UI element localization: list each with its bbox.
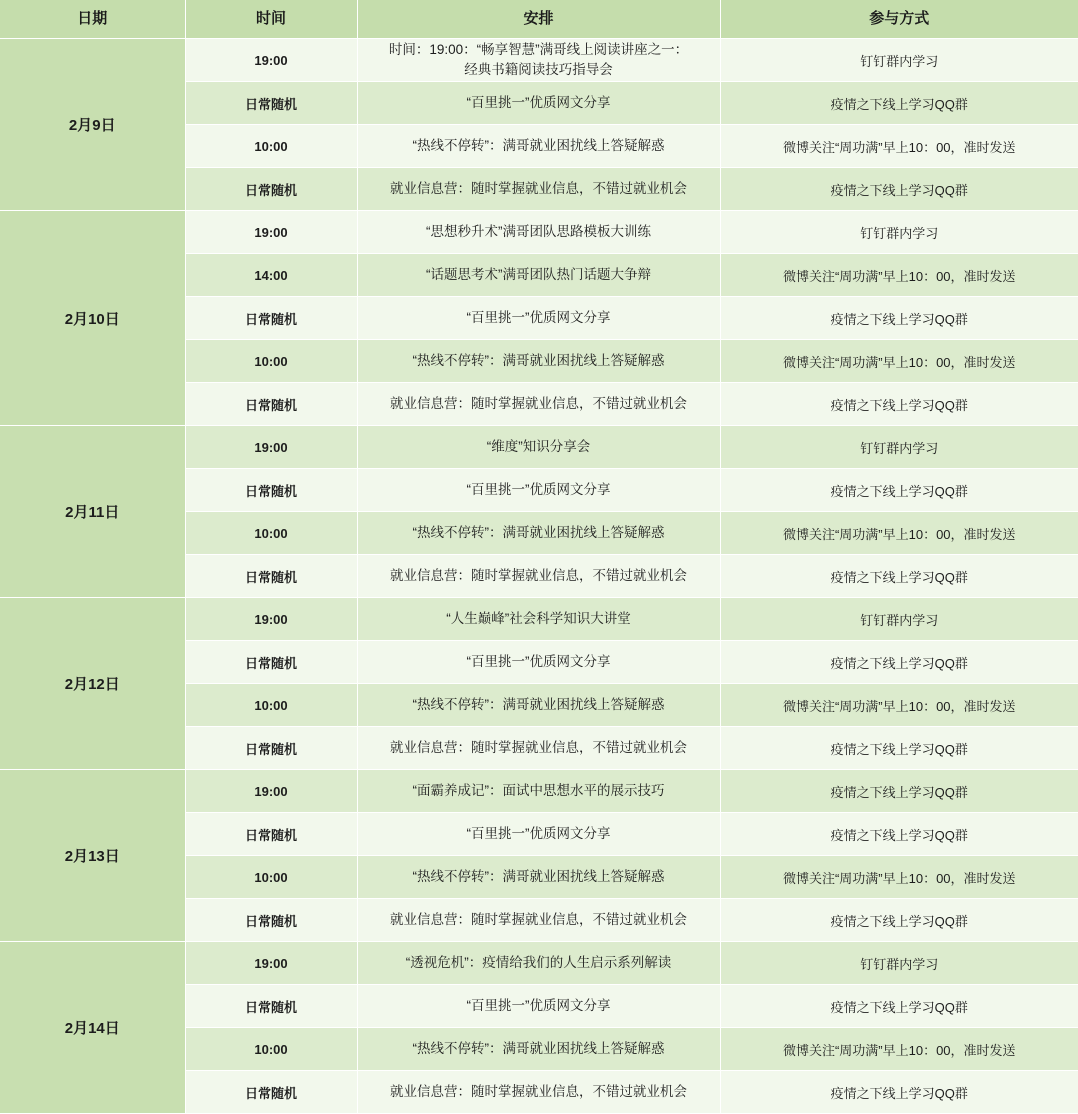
plan-cell [357,254,720,297]
plan-cell [357,426,720,469]
plan-line: 就业信息营：随时掌握就业信息，不错过就业机会 [390,396,687,412]
plan-line: 就业信息营：随时掌握就业信息，不错过就业机会 [390,181,687,197]
time-cell: 日常随机 [185,168,357,211]
time-cell: 日常随机 [185,297,357,340]
time-cell: 19:00 [185,211,357,254]
plan-cell [357,125,720,168]
time-cell: 10:00 [185,1028,357,1071]
plan-cell [357,942,720,985]
date-cell: 2月9日 [0,39,185,211]
join-method-cell: 钉钉群内学习 [720,598,1078,641]
join-method-cell: 疫情之下线上学习QQ群 [720,813,1078,856]
plan-line: 就业信息营：随时掌握就业信息，不错过就业机会 [390,912,687,928]
plan-line: “思想秒升术”满哥团队思路模板大训练 [426,224,651,240]
plan-cell [357,684,720,727]
time-cell: 日常随机 [185,985,357,1028]
date-cell: 2月14日 [0,942,185,1114]
plan-line: “百里挑一”优质网文分享 [466,998,611,1014]
plan-line: 时间：19:00：“畅享智慧”满哥线上阅读讲座之一： [388,42,689,58]
time-cell: 10:00 [185,125,357,168]
plan-line: 就业信息营：随时掌握就业信息，不错过就业机会 [390,1084,687,1100]
table-row [0,211,1078,254]
join-method-cell: 疫情之下线上学习QQ群 [720,727,1078,770]
time-cell: 19:00 [185,942,357,985]
table-row [0,770,1078,813]
plan-cell [357,641,720,684]
plan-cell [357,82,720,125]
table-row [0,942,1078,985]
time-cell: 日常随机 [185,82,357,125]
plan-cell [357,899,720,942]
plan-line: “热线不停转”：满哥就业困扰线上答疑解惑 [412,697,665,713]
plan-cell [357,1071,720,1114]
plan-cell [357,340,720,383]
plan-line: “百里挑一”优质网文分享 [466,826,611,842]
time-cell: 日常随机 [185,383,357,426]
join-method-cell: 微博关注“周功满”早上10：00，准时发送 [720,125,1078,168]
header-row [0,0,1078,39]
time-cell: 10:00 [185,512,357,555]
join-method-cell: 微博关注“周功满”早上10：00，准时发送 [720,856,1078,899]
table-row [0,39,1078,82]
time-cell: 日常随机 [185,899,357,942]
time-cell: 日常随机 [185,469,357,512]
time-cell: 10:00 [185,340,357,383]
plan-line: “热线不停转”：满哥就业困扰线上答疑解惑 [412,138,665,154]
join-method-cell: 微博关注“周功满”早上10：00，准时发送 [720,340,1078,383]
plan-cell [357,727,720,770]
plan-line: “热线不停转”：满哥就业困扰线上答疑解惑 [412,353,665,369]
plan-line: 就业信息营：随时掌握就业信息，不错过就业机会 [390,740,687,756]
time-cell: 19:00 [185,598,357,641]
plan-line: “热线不停转”：满哥就业困扰线上答疑解惑 [412,869,665,885]
column-header-plan: 安排 [357,0,720,39]
plan-cell [357,383,720,426]
join-method-cell: 钉钉群内学习 [720,39,1078,82]
plan-cell [357,555,720,598]
time-cell: 10:00 [185,856,357,899]
date-cell: 2月10日 [0,211,185,426]
plan-line: “百里挑一”优质网文分享 [466,310,611,326]
table-row [0,598,1078,641]
plan-cell [357,39,720,82]
join-method-cell: 疫情之下线上学习QQ群 [720,82,1078,125]
join-method-cell: 钉钉群内学习 [720,426,1078,469]
plan-line: “热线不停转”：满哥就业困扰线上答疑解惑 [412,1041,665,1057]
plan-line: “热线不停转”：满哥就业困扰线上答疑解惑 [412,525,665,541]
table-row [0,426,1078,469]
plan-cell [357,512,720,555]
table-header [0,0,1078,39]
time-cell: 日常随机 [185,813,357,856]
join-method-cell: 疫情之下线上学习QQ群 [720,469,1078,512]
plan-cell [357,770,720,813]
plan-line: 就业信息营：随时掌握就业信息，不错过就业机会 [390,568,687,584]
plan-cell [357,856,720,899]
column-header-date: 日期 [0,0,185,39]
join-method-cell: 微博关注“周功满”早上10：00，准时发送 [720,254,1078,297]
plan-cell [357,1028,720,1071]
time-cell: 日常随机 [185,555,357,598]
column-header-join: 参与方式 [720,0,1078,39]
time-cell: 日常随机 [185,727,357,770]
time-cell: 19:00 [185,426,357,469]
time-cell: 日常随机 [185,641,357,684]
plan-cell [357,168,720,211]
plan-line: “百里挑一”优质网文分享 [466,654,611,670]
plan-cell [357,598,720,641]
plan-cell [357,297,720,340]
plan-line: 经典书籍阅读技巧指导会 [464,62,613,77]
join-method-cell: 疫情之下线上学习QQ群 [720,297,1078,340]
join-method-cell: 疫情之下线上学习QQ群 [720,985,1078,1028]
plan-cell [357,813,720,856]
plan-line: “透视危机”：疫情给我们的人生启示系列解读 [405,955,672,971]
plan-line: “面霸养成记”：面试中思想水平的展示技巧 [412,783,665,799]
plan-cell [357,211,720,254]
join-method-cell: 微博关注“周功满”早上10：00，准时发送 [720,512,1078,555]
plan-cell [357,985,720,1028]
date-cell: 2月11日 [0,426,185,598]
plan-line: “维度”知识分享会 [486,439,591,455]
join-method-cell: 疫情之下线上学习QQ群 [720,770,1078,813]
time-cell: 14:00 [185,254,357,297]
plan-line: “人生巅峰”社会科学知识大讲堂 [446,611,631,627]
plan-line: “话题思考术”满哥团队热门话题大争辩 [426,267,651,283]
join-method-cell: 钉钉群内学习 [720,211,1078,254]
join-method-cell: 疫情之下线上学习QQ群 [720,555,1078,598]
join-method-cell: 疫情之下线上学习QQ群 [720,899,1078,942]
table-body [0,39,1078,1114]
plan-line: “百里挑一”优质网文分享 [466,482,611,498]
join-method-cell: 疫情之下线上学习QQ群 [720,383,1078,426]
join-method-cell: 疫情之下线上学习QQ群 [720,168,1078,211]
plan-line: “百里挑一”优质网文分享 [466,95,611,111]
plan-cell [357,469,720,512]
join-method-cell: 钉钉群内学习 [720,942,1078,985]
time-cell: 10:00 [185,684,357,727]
join-method-cell: 疫情之下线上学习QQ群 [720,641,1078,684]
time-cell: 19:00 [185,39,357,82]
join-method-cell: 微博关注“周功满”早上10：00，准时发送 [720,684,1078,727]
join-method-cell: 微博关注“周功满”早上10：00，准时发送 [720,1028,1078,1071]
time-cell: 日常随机 [185,1071,357,1114]
time-cell: 19:00 [185,770,357,813]
column-header-time: 时间 [185,0,357,39]
date-cell: 2月12日 [0,598,185,770]
date-cell: 2月13日 [0,770,185,942]
join-method-cell: 疫情之下线上学习QQ群 [720,1071,1078,1114]
